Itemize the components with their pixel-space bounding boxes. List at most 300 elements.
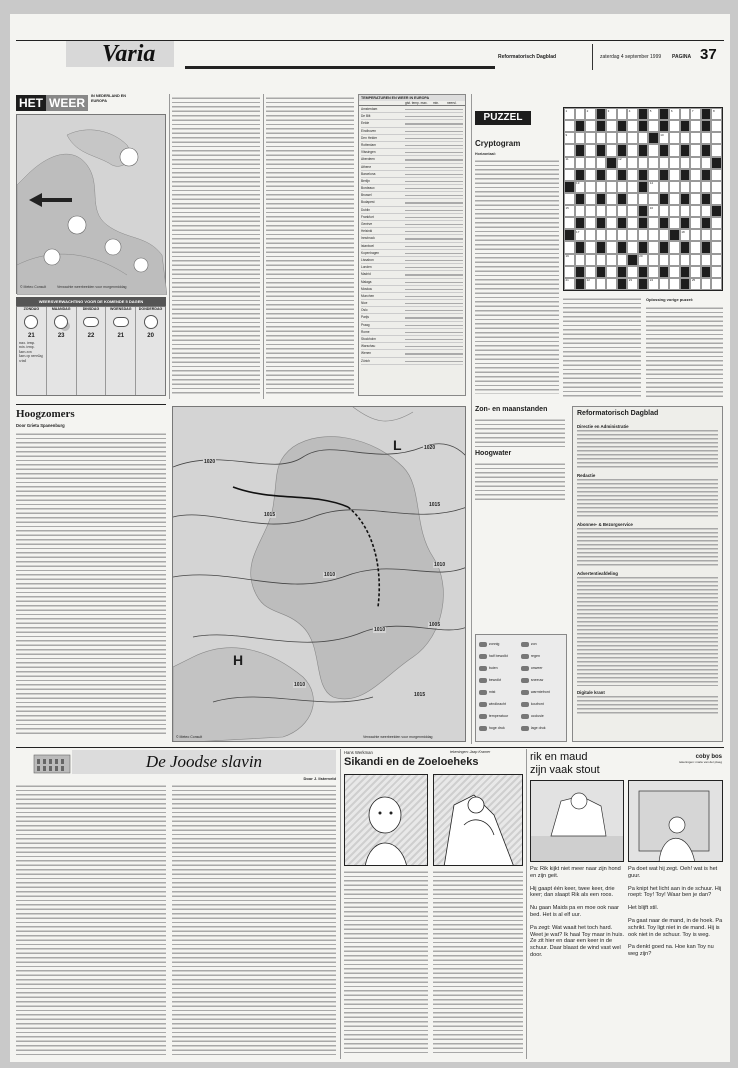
- city-name: Rotterdam: [361, 142, 376, 147]
- sikandi-text: [344, 870, 428, 1056]
- crossword-cell[interactable]: [669, 157, 680, 169]
- crossword-cell[interactable]: [564, 241, 575, 253]
- crossword-number: 10: [660, 132, 664, 137]
- crossword-number: 9: [565, 132, 568, 137]
- crossword-cell[interactable]: [627, 108, 638, 120]
- legend-row: [479, 638, 563, 650]
- city-row: [361, 113, 463, 120]
- legend-label: lage druk: [530, 726, 546, 730]
- crossword-black-cell: [680, 120, 691, 132]
- crossword-cell[interactable]: [564, 169, 575, 181]
- crossword-cell[interactable]: [606, 169, 617, 181]
- crossword-cell[interactable]: [648, 193, 659, 205]
- isobar-label: 1010: [374, 627, 386, 633]
- crossword-cell[interactable]: [627, 181, 638, 193]
- crossword-cell[interactable]: [575, 108, 586, 120]
- legend-row: [479, 698, 563, 710]
- crossword-cell[interactable]: [648, 181, 659, 193]
- crossword-black-cell: [575, 278, 586, 290]
- forecast-rows: [17, 339, 46, 365]
- city-name: Munchen: [361, 293, 375, 298]
- legend-label: regen: [530, 654, 541, 658]
- crossword-cell[interactable]: [606, 278, 617, 290]
- crossword-number: 17: [576, 229, 580, 234]
- crossword-cell[interactable]: [564, 205, 575, 217]
- crossword-cell[interactable]: [680, 205, 691, 217]
- crossword-cell[interactable]: [680, 229, 691, 241]
- crossword-cell[interactable]: [680, 157, 691, 169]
- crossword-cell[interactable]: [564, 193, 575, 205]
- crossword-cell[interactable]: [701, 132, 712, 144]
- crossword-cell[interactable]: [669, 132, 680, 144]
- colofon-title: Reformatorisch Dagblad: [577, 410, 659, 417]
- crossword-cell[interactable]: [659, 254, 670, 266]
- crossword-cell[interactable]: [575, 132, 586, 144]
- city-row: [361, 257, 463, 264]
- riek-verse: Pa knipt het licht aan in de schuur. Hij roept: Toy! Toy! Waar ben je dan?: [628, 885, 722, 899]
- legend-symbol-icon: [479, 714, 487, 719]
- crossword-cell[interactable]: [680, 108, 691, 120]
- crossword-cell[interactable]: [606, 266, 617, 278]
- crossword-cell[interactable]: [617, 229, 628, 241]
- crossword-cell[interactable]: [701, 254, 712, 266]
- crossword-black-cell: [659, 241, 670, 253]
- crossword-cell[interactable]: [596, 278, 607, 290]
- crossword-cell[interactable]: [669, 205, 680, 217]
- crossword-black-cell: [659, 266, 670, 278]
- crossword-cell[interactable]: [638, 132, 649, 144]
- city-name: Frankfurt: [361, 214, 374, 219]
- weather-text-column: [172, 96, 260, 396]
- crossword-cell[interactable]: [648, 254, 659, 266]
- crossword-black-cell: [638, 266, 649, 278]
- crossword-black-cell: [638, 120, 649, 132]
- crossword-cell[interactable]: [690, 278, 701, 290]
- crossword-cell[interactable]: [659, 229, 670, 241]
- city-values-placeholder: [405, 238, 463, 239]
- legend-symbol-icon: [521, 654, 529, 659]
- crossword-cell[interactable]: [564, 108, 575, 120]
- sikandi-author: Hans Werkman: [344, 750, 373, 755]
- crossword-black-cell: [575, 169, 586, 181]
- bigmap-credit: © Meteo Consult: [176, 735, 203, 739]
- crossword-cell[interactable]: [564, 132, 575, 144]
- crossword-cell[interactable]: [564, 254, 575, 266]
- crossword-cell[interactable]: [669, 278, 680, 290]
- city-values-placeholder: [405, 152, 463, 153]
- crossword-cell[interactable]: [617, 132, 628, 144]
- crossword-cell[interactable]: [680, 254, 691, 266]
- crossword-number: 5: [649, 108, 652, 113]
- city-name: Zürich: [361, 358, 370, 363]
- crossword-cell[interactable]: [669, 217, 680, 229]
- cartoon-panel: [433, 774, 523, 866]
- crossword-cell[interactable]: [596, 181, 607, 193]
- crossword-cell[interactable]: [711, 108, 722, 120]
- crossword-cell[interactable]: [690, 181, 701, 193]
- city-name: Amsterdam: [361, 107, 378, 111]
- crossword-cell[interactable]: [690, 157, 701, 169]
- crossword-cell[interactable]: [627, 278, 638, 290]
- crossword-cell[interactable]: [575, 205, 586, 217]
- crossword-cell[interactable]: [627, 120, 638, 132]
- crossword-cell[interactable]: [585, 241, 596, 253]
- crossword-cell[interactable]: [585, 132, 596, 144]
- crossword-cell[interactable]: [711, 278, 722, 290]
- legend-symbol-icon: [521, 714, 529, 719]
- crossword-cell[interactable]: [585, 278, 596, 290]
- crossword-cell[interactable]: [669, 181, 680, 193]
- crossword-cell[interactable]: [638, 193, 649, 205]
- crossword-cell[interactable]: [585, 266, 596, 278]
- crossword-number: 11: [565, 157, 569, 162]
- forecast-day: [17, 307, 47, 395]
- city-row: [361, 221, 463, 228]
- crossword-cell[interactable]: [585, 254, 596, 266]
- crossword-cell[interactable]: [690, 254, 701, 266]
- city-name: Rome: [361, 329, 370, 334]
- column-rule: [340, 749, 341, 1059]
- crossword-cell[interactable]: [711, 181, 722, 193]
- crossword-cell[interactable]: [596, 229, 607, 241]
- cartoon-panel: [344, 774, 428, 866]
- crossword-cell[interactable]: [564, 157, 575, 169]
- crossword-cell[interactable]: [648, 229, 659, 241]
- forecast-day-label: ZONDAG: [23, 307, 40, 311]
- city-name: Aberdeen: [361, 157, 375, 162]
- crossword-number: 18: [681, 229, 685, 234]
- crossword-black-cell: [617, 266, 628, 278]
- city-values-placeholder: [405, 138, 463, 139]
- crossword-black-cell: [638, 108, 649, 120]
- crossword-cell[interactable]: [606, 193, 617, 205]
- crossword-cell[interactable]: [627, 229, 638, 241]
- crossword-cell[interactable]: [585, 169, 596, 181]
- crossword-cell[interactable]: [701, 205, 712, 217]
- crossword-cell[interactable]: [585, 205, 596, 217]
- high-pressure-label: H: [233, 652, 244, 668]
- crossword-cell[interactable]: [596, 205, 607, 217]
- crossword-cell[interactable]: [638, 254, 649, 266]
- city-name: Eelde: [361, 121, 370, 126]
- city-values-placeholder: [405, 116, 463, 117]
- crossword-cell[interactable]: [659, 132, 670, 144]
- isobar-label: 1020: [424, 445, 436, 451]
- crossword-cell[interactable]: [585, 217, 596, 229]
- crossword-cell[interactable]: [606, 108, 617, 120]
- crossword-cell[interactable]: [596, 254, 607, 266]
- crossword-black-cell: [659, 144, 670, 156]
- forecast-day-label: DINSDAG: [82, 307, 100, 311]
- city-values-placeholder: [405, 224, 463, 225]
- legend-row: [479, 722, 563, 734]
- crossword-cell[interactable]: [690, 144, 701, 156]
- crossword-cell[interactable]: [669, 169, 680, 181]
- header-bar: [185, 66, 495, 69]
- crossword-cell[interactable]: [627, 157, 638, 169]
- crossword-cell[interactable]: [648, 169, 659, 181]
- city-row: [361, 336, 463, 343]
- forecast-day: [77, 307, 107, 395]
- crossword-cell[interactable]: [648, 157, 659, 169]
- crossword-cell[interactable]: [711, 144, 722, 156]
- legend-row: [479, 686, 563, 698]
- crossword-cell[interactable]: [669, 241, 680, 253]
- weather-map-small-source: Verwachte weerbeelden voor morgenmiddag: [57, 285, 127, 289]
- europe-temps-table: [358, 94, 466, 396]
- crossword-cell[interactable]: [669, 266, 680, 278]
- crossword-cell[interactable]: [669, 108, 680, 120]
- city-values-placeholder: [405, 217, 463, 218]
- crossword-cell[interactable]: [669, 144, 680, 156]
- crossword-cell[interactable]: [648, 144, 659, 156]
- crossword-cell[interactable]: [690, 229, 701, 241]
- forecast-day: [47, 307, 77, 395]
- city-values-placeholder: [405, 274, 463, 275]
- crossword-cell[interactable]: [680, 181, 691, 193]
- crossword-cell[interactable]: [606, 120, 617, 132]
- crossword-black-cell: [711, 157, 722, 169]
- city-row: [361, 271, 463, 278]
- crossword-number: 22: [586, 278, 590, 283]
- legend-symbol-icon: [521, 666, 529, 671]
- crossword-cell[interactable]: [575, 157, 586, 169]
- crossword-cell[interactable]: [648, 241, 659, 253]
- cloud-rain-icon: [83, 317, 99, 327]
- crossword-cell[interactable]: [711, 266, 722, 278]
- header-paper-name: Reformatorisch Dagblad: [498, 54, 557, 60]
- crossword-cell[interactable]: [690, 169, 701, 181]
- solution-title: Oplossing vorige puzzel:: [646, 297, 694, 302]
- legend-label: mist: [488, 690, 496, 694]
- city-name: Vlissingen: [361, 150, 376, 155]
- city-row: [361, 120, 463, 127]
- crossword-black-cell: [680, 169, 691, 181]
- slavin-author: Door J. Ilsterveld: [303, 776, 336, 781]
- header-paper-name-wrap: [498, 54, 590, 62]
- crossword-cell[interactable]: [701, 157, 712, 169]
- crossword-cell[interactable]: [669, 254, 680, 266]
- crossword-cell[interactable]: [585, 108, 596, 120]
- crossword-cell[interactable]: [575, 254, 586, 266]
- crossword-cell[interactable]: [617, 254, 628, 266]
- column-rule: [526, 749, 527, 1059]
- crossword-cell[interactable]: [648, 108, 659, 120]
- crossword-cell[interactable]: [701, 278, 712, 290]
- colofon-section-title: Directie en Administratie: [577, 424, 629, 429]
- crossword-black-cell: [638, 217, 649, 229]
- crossword-cell[interactable]: [564, 120, 575, 132]
- city-name: Praag: [361, 322, 370, 327]
- crossword-cell[interactable]: [711, 132, 722, 144]
- crossword-cell[interactable]: [669, 193, 680, 205]
- crossword-cell[interactable]: [627, 132, 638, 144]
- crossword-cell[interactable]: [606, 229, 617, 241]
- crossword-cell[interactable]: [617, 181, 628, 193]
- crossword-cell[interactable]: [627, 205, 638, 217]
- crossword-cell[interactable]: [617, 108, 628, 120]
- crossword-cell[interactable]: [606, 132, 617, 144]
- puzzel-badge-text: PUZZEL: [483, 112, 523, 123]
- slavin-title: De Joodse slavin: [145, 752, 263, 771]
- crossword-cell[interactable]: [627, 217, 638, 229]
- crossword-cell[interactable]: [669, 120, 680, 132]
- crossword-cell[interactable]: [711, 169, 722, 181]
- crossword-cell[interactable]: [606, 241, 617, 253]
- crossword-cell[interactable]: [564, 217, 575, 229]
- city-row: [361, 142, 463, 149]
- city-row: [361, 156, 463, 163]
- riek-byline-small: tekeningen: marie van der ploeg: [679, 760, 722, 764]
- crossword-cell[interactable]: [585, 157, 596, 169]
- city-name: Lissabon: [361, 257, 374, 262]
- crossword-cell[interactable]: [617, 157, 628, 169]
- city-name: Budapest: [361, 200, 375, 205]
- city-row: [361, 300, 463, 307]
- crossword-cell[interactable]: [711, 254, 722, 266]
- crossword-cell[interactable]: [627, 169, 638, 181]
- weather-title-light: WEER: [46, 95, 88, 111]
- crossword-cell[interactable]: [690, 241, 701, 253]
- city-values-placeholder: [405, 253, 463, 254]
- crossword-cell[interactable]: [690, 217, 701, 229]
- crossword-cell[interactable]: [659, 181, 670, 193]
- crossword-black-cell: [617, 278, 628, 290]
- city-row: [361, 286, 463, 293]
- crossword-cell[interactable]: [564, 266, 575, 278]
- riek-byline: [660, 754, 722, 774]
- crossword-cell[interactable]: [701, 181, 712, 193]
- crossword-black-cell: [627, 254, 638, 266]
- crossword-cell[interactable]: [627, 144, 638, 156]
- crossword-cell[interactable]: [690, 108, 701, 120]
- crossword-cell[interactable]: [648, 120, 659, 132]
- crossword-cell[interactable]: [585, 181, 596, 193]
- forecast-temp: 20: [147, 333, 154, 339]
- crossword-cell[interactable]: [606, 205, 617, 217]
- crossword-cell[interactable]: [606, 254, 617, 266]
- riek-verse: Nu gaan Maids pa en moe ook naar bed. Het is al elf uur.: [530, 905, 619, 918]
- weather-subtitle: IN NEDERLAND EN EUROPA: [91, 94, 127, 103]
- crossword-cell[interactable]: [659, 157, 670, 169]
- header-page-label: PAGINA: [672, 54, 692, 60]
- crossword-cell[interactable]: [711, 193, 722, 205]
- crossword-cell[interactable]: [690, 120, 701, 132]
- crossword-cell[interactable]: [627, 266, 638, 278]
- riek-illustration: [628, 780, 723, 862]
- crossword-cell[interactable]: [690, 193, 701, 205]
- crossword-cell[interactable]: [585, 120, 596, 132]
- horizontaal-label: Horizontaal:: [475, 152, 496, 156]
- crossword-cell[interactable]: [596, 132, 607, 144]
- crossword-cell[interactable]: [711, 229, 722, 241]
- crossword-cell[interactable]: [638, 157, 649, 169]
- city-row: [361, 358, 463, 365]
- crossword-number: 8: [712, 108, 715, 113]
- crossword-cell[interactable]: [617, 205, 628, 217]
- rule: [16, 747, 724, 748]
- crossword-black-cell: [575, 217, 586, 229]
- crossword-cell[interactable]: [606, 181, 617, 193]
- crossword-cell[interactable]: [648, 266, 659, 278]
- city-list: [359, 106, 465, 365]
- crossword-cell[interactable]: [711, 241, 722, 253]
- crossword-cell[interactable]: [680, 132, 691, 144]
- crossword-black-cell: [659, 108, 670, 120]
- cryptogram-clues-vertical: [563, 297, 641, 397]
- crossword-cell[interactable]: [701, 229, 712, 241]
- riek-verse: Pa denkt goed na. Hoe kan Toy nu weg zijn?: [628, 944, 714, 958]
- legend-symbol-icon: [521, 726, 529, 731]
- riek-verse-col-left: [530, 866, 624, 1056]
- crossword-cell[interactable]: [564, 278, 575, 290]
- column-rule: [169, 94, 170, 399]
- section-title: Varia: [102, 41, 156, 67]
- crossword-black-cell: [701, 241, 712, 253]
- riek-title-line2: zijn vaak stout: [530, 764, 600, 776]
- cloud-sun-icon: [144, 315, 158, 329]
- crossword-cell[interactable]: [690, 205, 701, 217]
- crossword-black-cell: [617, 169, 628, 181]
- city-row: [361, 185, 463, 192]
- crossword-cell[interactable]: [711, 120, 722, 132]
- crossword-cell[interactable]: [596, 157, 607, 169]
- crossword-cell[interactable]: [606, 217, 617, 229]
- city-name: Moskou: [361, 286, 373, 291]
- legend-symbol-icon: [479, 690, 487, 695]
- riek-title-line1: rik en maud: [530, 751, 588, 763]
- crossword-cell[interactable]: [627, 241, 638, 253]
- crossword-cell[interactable]: [606, 144, 617, 156]
- crossword-cell[interactable]: [690, 132, 701, 144]
- legend-row: [479, 650, 563, 662]
- forecast-day: [106, 307, 136, 395]
- crossword-black-cell: [596, 108, 607, 120]
- crossword-cell[interactable]: [575, 229, 586, 241]
- legend-symbol-icon: [479, 726, 487, 731]
- legend-label: half bewolkt: [488, 654, 508, 658]
- city-name: Istanboel: [361, 243, 374, 248]
- crossword-cell[interactable]: [585, 144, 596, 156]
- crossword-cell[interactable]: [711, 217, 722, 229]
- cloud-sun-icon: [54, 315, 68, 329]
- section-title-box: [66, 41, 174, 67]
- city-values-placeholder: [405, 109, 463, 110]
- crossword-cell[interactable]: [585, 193, 596, 205]
- city-values-placeholder: [405, 282, 463, 283]
- crossword-cell[interactable]: [648, 217, 659, 229]
- crossword-cell[interactable]: [627, 193, 638, 205]
- crossword-cell[interactable]: [585, 229, 596, 241]
- crossword-cell[interactable]: [690, 266, 701, 278]
- crossword-cell[interactable]: [648, 278, 659, 290]
- city-name: Innsbruck: [361, 236, 375, 241]
- crossword-cell[interactable]: [575, 181, 586, 193]
- forecast-row-label: kans zon: [19, 349, 32, 354]
- crossword-cell[interactable]: [638, 229, 649, 241]
- crossword-black-cell: [701, 193, 712, 205]
- bigmap-source: Verwachte weerbeelden voor morgenmiddag: [363, 735, 433, 739]
- crossword-black-cell: [680, 278, 691, 290]
- crossword-cell[interactable]: [648, 205, 659, 217]
- crossword-cell[interactable]: [564, 144, 575, 156]
- crossword-black-cell: [638, 169, 649, 181]
- crossword-cell[interactable]: [659, 278, 670, 290]
- city-name: Athene: [361, 164, 372, 169]
- crossword-number: 13: [576, 181, 580, 186]
- crossword-cell[interactable]: [659, 205, 670, 217]
- cryptogram-title: Cryptogram: [475, 139, 521, 148]
